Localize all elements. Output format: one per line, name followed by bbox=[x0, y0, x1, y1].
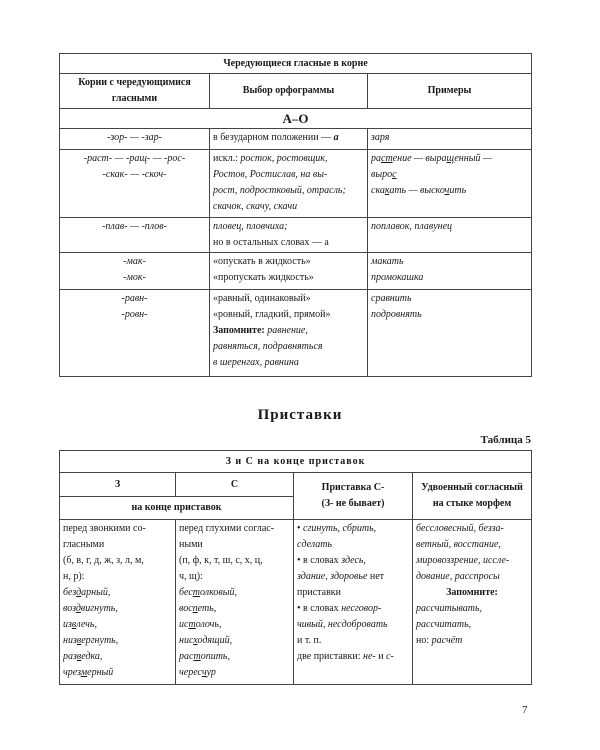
prefix-z-s-table bbox=[59, 450, 532, 685]
column-header-double-consonant bbox=[413, 473, 532, 520]
cell-line bbox=[371, 130, 528, 146]
text-segment: • в словах bbox=[297, 555, 342, 566]
table-cell bbox=[60, 150, 210, 218]
text-segment: одящий, bbox=[197, 635, 233, 646]
cell-line bbox=[179, 553, 290, 569]
text-segment: скачок, скачу, скачи bbox=[213, 201, 298, 212]
text-segment: едка, bbox=[81, 651, 103, 662]
cell-line bbox=[371, 219, 528, 235]
text-segment: щ bbox=[446, 153, 455, 164]
text-segment: расчёт bbox=[431, 635, 463, 646]
text-segment: ска bbox=[371, 185, 385, 196]
cell-line bbox=[371, 254, 528, 270]
text-segment: низ bbox=[63, 635, 77, 646]
text-segment: сгинуть, сбрить, bbox=[303, 523, 377, 534]
text-segment: рассчитать, bbox=[416, 619, 472, 630]
table-cell bbox=[60, 129, 210, 150]
table-row bbox=[60, 129, 532, 150]
cell-line bbox=[213, 270, 364, 286]
text-segment: арный, bbox=[81, 587, 111, 598]
text-segment: искл.: bbox=[213, 153, 241, 164]
cell-line bbox=[63, 553, 172, 569]
section-heading: Приставки bbox=[257, 407, 343, 423]
cell-line bbox=[63, 307, 206, 323]
table-cell bbox=[60, 218, 210, 253]
text-segment: -скак- — -скоч- bbox=[102, 169, 167, 180]
cell-line bbox=[63, 633, 172, 649]
table-cell bbox=[294, 520, 413, 685]
cell-line bbox=[63, 537, 172, 553]
cell-line bbox=[179, 617, 290, 633]
text-segment: мировоззрение, иссле- bbox=[416, 555, 510, 566]
cell-line bbox=[416, 537, 528, 553]
cell-line bbox=[213, 219, 364, 235]
table-number: Таблица 5 bbox=[480, 434, 531, 446]
text-segment: в безударном положении — bbox=[213, 132, 334, 143]
cell-line bbox=[63, 665, 172, 681]
text-segment: в bbox=[76, 635, 82, 646]
text-segment: к bbox=[384, 185, 390, 196]
text-segment: ать — выско bbox=[389, 185, 445, 196]
text-segment: с bbox=[392, 169, 397, 180]
text-segment: лечь, bbox=[76, 619, 97, 630]
text-segment: м bbox=[80, 667, 88, 678]
cell-line bbox=[371, 307, 528, 323]
cell-line bbox=[63, 649, 172, 665]
text-segment: ч bbox=[201, 667, 207, 678]
cell-line bbox=[213, 235, 364, 251]
text-segment: (б, в, г, д, ж, з, л, м, bbox=[63, 555, 144, 566]
cell-line bbox=[179, 569, 290, 585]
text-segment: но в остальных словах — а bbox=[213, 237, 329, 248]
text-segment: выро bbox=[371, 169, 393, 180]
column-header-roots: Корни с чередующимися гласными bbox=[60, 74, 210, 109]
text-segment: (п, ф, к, т, ш, с, х, ц, bbox=[179, 555, 263, 566]
text-segment: сравнить bbox=[371, 293, 412, 304]
cell-line bbox=[297, 601, 409, 617]
header-line: (З- не бывает) bbox=[321, 498, 385, 509]
text-segment: макать bbox=[371, 256, 404, 267]
cell-line bbox=[63, 219, 206, 235]
cell-line bbox=[63, 617, 172, 633]
cell-line bbox=[213, 199, 364, 215]
table-row bbox=[60, 150, 532, 218]
text-segment: рассчитывать, bbox=[416, 603, 483, 614]
text-segment: не- bbox=[362, 651, 376, 662]
table-row bbox=[60, 253, 532, 290]
text-segment: т bbox=[192, 587, 201, 598]
text-segment: приставки bbox=[297, 587, 342, 598]
cell-line bbox=[63, 585, 172, 601]
text-segment: ст bbox=[381, 153, 393, 164]
table-row bbox=[60, 290, 532, 377]
text-segment: н, р): bbox=[63, 571, 85, 582]
column-header-examples: Примеры bbox=[368, 74, 532, 109]
table-cell bbox=[210, 290, 368, 377]
cell-line bbox=[63, 270, 206, 286]
text-segment: вос bbox=[179, 603, 193, 614]
column-header-s: С bbox=[176, 473, 294, 497]
cell-line bbox=[63, 130, 206, 146]
text-segment: «ровный, гладкий, прямой» bbox=[213, 309, 331, 320]
text-segment: ис bbox=[179, 619, 189, 630]
cell-line bbox=[213, 183, 364, 199]
section-a-o: А–О bbox=[60, 109, 532, 129]
text-segment: сделать bbox=[297, 539, 333, 550]
cell-line bbox=[63, 151, 206, 167]
cell-line bbox=[63, 254, 206, 270]
text-segment: перед глухими соглас- bbox=[179, 523, 275, 534]
text-segment: гласными bbox=[63, 539, 105, 550]
text-segment: промокашка bbox=[371, 272, 424, 283]
column-header-prefix-s bbox=[294, 473, 413, 520]
text-segment: ур bbox=[206, 667, 216, 678]
text-segment: • bbox=[297, 523, 304, 534]
text-segment: Запомните: bbox=[446, 587, 498, 598]
cell-line bbox=[297, 521, 409, 537]
text-segment: -мак- bbox=[123, 256, 146, 267]
cell-line bbox=[213, 307, 364, 323]
cell-line bbox=[63, 569, 172, 585]
text-segment: -зор- — -зар- bbox=[107, 132, 162, 143]
cell-line bbox=[416, 585, 528, 601]
text-segment: енный — bbox=[454, 153, 492, 164]
text-segment: нет bbox=[369, 571, 385, 582]
text-segment: заря bbox=[371, 132, 390, 143]
cell-line bbox=[297, 617, 409, 633]
text-segment: «опускать в жидкость» bbox=[213, 256, 311, 267]
text-segment: ерный bbox=[87, 667, 114, 678]
text-segment: ветный, восстание, bbox=[416, 539, 501, 550]
text-segment: -ровн- bbox=[121, 309, 148, 320]
text-segment: в bbox=[71, 619, 77, 630]
cell-line bbox=[63, 601, 172, 617]
table-cell bbox=[60, 253, 210, 290]
table-cell bbox=[210, 150, 368, 218]
text-segment: и bbox=[375, 651, 387, 662]
text-segment: ными bbox=[179, 539, 203, 550]
text-segment: несговор- bbox=[341, 603, 382, 614]
table-cell bbox=[368, 150, 532, 218]
text-segment: х bbox=[193, 635, 198, 646]
table-cell bbox=[210, 218, 368, 253]
text-segment: росток, ростовщик, bbox=[240, 153, 328, 164]
text-segment: дование, расспросы bbox=[416, 571, 500, 582]
text-segment: но: bbox=[416, 635, 432, 646]
text-segment: ч, щ): bbox=[179, 571, 203, 582]
text-segment: ение — выра bbox=[392, 153, 447, 164]
header-line: на стыке морфем bbox=[432, 498, 512, 509]
table-title: Чередующиеся гласные в корне bbox=[60, 54, 532, 74]
table-cell bbox=[368, 218, 532, 253]
text-segment: бес bbox=[179, 587, 193, 598]
text-segment: равняться, подравняться bbox=[213, 341, 323, 352]
table-cell bbox=[368, 129, 532, 150]
text-segment: вигнуть, bbox=[80, 603, 118, 614]
cell-line bbox=[371, 167, 528, 183]
text-segment: воз bbox=[63, 603, 76, 614]
cell-line bbox=[179, 585, 290, 601]
cell-line bbox=[63, 291, 206, 307]
cell-line bbox=[213, 130, 364, 146]
text-segment: олковый, bbox=[200, 587, 238, 598]
text-segment: в bbox=[76, 651, 82, 662]
text-segment: перед звонкими со- bbox=[63, 523, 146, 534]
cell-line bbox=[179, 633, 290, 649]
cell-line bbox=[213, 254, 364, 270]
cell-line bbox=[179, 649, 290, 665]
cell-line bbox=[416, 633, 528, 649]
text-segment: из bbox=[63, 619, 72, 630]
cell-line bbox=[371, 270, 528, 286]
cell-line bbox=[213, 339, 364, 355]
text-segment: Запомните: bbox=[213, 325, 268, 336]
table-title: З и С на конце приставок bbox=[60, 451, 532, 473]
text-segment: д bbox=[76, 587, 82, 598]
text-segment: без bbox=[63, 587, 77, 598]
cell-line bbox=[179, 521, 290, 537]
text-segment: бессловесный, безза- bbox=[416, 523, 504, 534]
cell-line bbox=[297, 585, 409, 601]
text-segment: чрез bbox=[63, 667, 81, 678]
text-segment: подровнять bbox=[371, 309, 422, 320]
page-number: 7 bbox=[522, 704, 528, 716]
cell-line bbox=[213, 355, 364, 371]
text-segment: олочь, bbox=[195, 619, 222, 630]
text-segment: и т. п. bbox=[297, 635, 322, 646]
text-segment: д bbox=[75, 603, 81, 614]
table-cell bbox=[176, 520, 294, 685]
column-header-rule: Выбор орфограммы bbox=[210, 74, 368, 109]
text-segment: т bbox=[193, 651, 201, 662]
column-header-z: З bbox=[60, 473, 176, 497]
text-segment: черес bbox=[179, 667, 202, 678]
text-segment: равнение, bbox=[267, 325, 308, 336]
text-segment: ить bbox=[449, 185, 467, 196]
cell-line bbox=[371, 183, 528, 199]
text-segment: рост, подростковый, отрасль; bbox=[213, 185, 346, 196]
cell-line bbox=[416, 601, 528, 617]
text-segment: с- bbox=[386, 651, 394, 662]
cell-line bbox=[416, 553, 528, 569]
cell-line bbox=[179, 665, 290, 681]
text-segment: поплавок, плавунец bbox=[371, 221, 453, 232]
text-segment: «пропускать жидкость» bbox=[213, 272, 314, 283]
header-line: Удвоенный согласный bbox=[421, 482, 523, 493]
cell-line bbox=[371, 291, 528, 307]
text-segment: здание, здоровье bbox=[297, 571, 370, 582]
text-segment: • в словах bbox=[297, 603, 342, 614]
table-cell bbox=[210, 129, 368, 150]
text-segment: пловец, пловчиха; bbox=[213, 221, 288, 232]
header-line: Приставка С- bbox=[321, 482, 385, 493]
sub-header-prefix-end: на конце приставок bbox=[60, 497, 294, 520]
cell-line bbox=[179, 601, 290, 617]
text-segment: две приставки: bbox=[297, 651, 363, 662]
text-segment: -раст- — -ращ- — -рос- bbox=[83, 153, 186, 164]
cell-line bbox=[416, 617, 528, 633]
cell-line bbox=[213, 151, 364, 167]
text-segment: опить, bbox=[200, 651, 230, 662]
text-segment: -плав- — -плов- bbox=[102, 221, 167, 232]
cell-line bbox=[371, 151, 528, 167]
cell-line bbox=[213, 323, 364, 339]
table-row bbox=[60, 520, 532, 685]
text-segment: нис bbox=[179, 635, 194, 646]
text-segment: Ростов, Ростислав, на вы- bbox=[213, 169, 328, 180]
table-cell bbox=[368, 253, 532, 290]
text-segment: ра bbox=[371, 153, 381, 164]
table-cell bbox=[60, 290, 210, 377]
text-segment: п bbox=[192, 603, 198, 614]
table-cell bbox=[368, 290, 532, 377]
text-segment: а bbox=[333, 132, 339, 143]
cell-line bbox=[416, 569, 528, 585]
cell-line bbox=[213, 167, 364, 183]
cell-line bbox=[213, 291, 364, 307]
text-segment: раз bbox=[63, 651, 77, 662]
text-segment: «равный, одинаковый» bbox=[213, 293, 311, 304]
cell-line bbox=[297, 649, 409, 665]
text-segment: в шеренгах, равнина bbox=[213, 357, 299, 368]
text-segment: -мок- bbox=[123, 272, 146, 283]
cell-line bbox=[63, 167, 206, 183]
cell-line bbox=[297, 569, 409, 585]
table-row bbox=[60, 218, 532, 253]
text-segment: еть, bbox=[197, 603, 217, 614]
table-cell bbox=[60, 520, 176, 685]
table-cell bbox=[210, 253, 368, 290]
text-segment: -равн- bbox=[121, 293, 148, 304]
cell-line bbox=[297, 537, 409, 553]
text-segment: ергнуть, bbox=[81, 635, 119, 646]
text-segment: ч bbox=[444, 185, 450, 196]
cell-line bbox=[63, 521, 172, 537]
text-segment: здесь, bbox=[341, 555, 366, 566]
alternating-vowels-table bbox=[59, 53, 532, 377]
text-segment: чивый, несдобровать bbox=[297, 619, 388, 630]
cell-line bbox=[297, 553, 409, 569]
cell-line bbox=[179, 537, 290, 553]
cell-line bbox=[297, 633, 409, 649]
cell-line bbox=[416, 521, 528, 537]
text-segment: т bbox=[188, 619, 196, 630]
text-segment: рас bbox=[179, 651, 194, 662]
table-cell bbox=[413, 520, 532, 685]
